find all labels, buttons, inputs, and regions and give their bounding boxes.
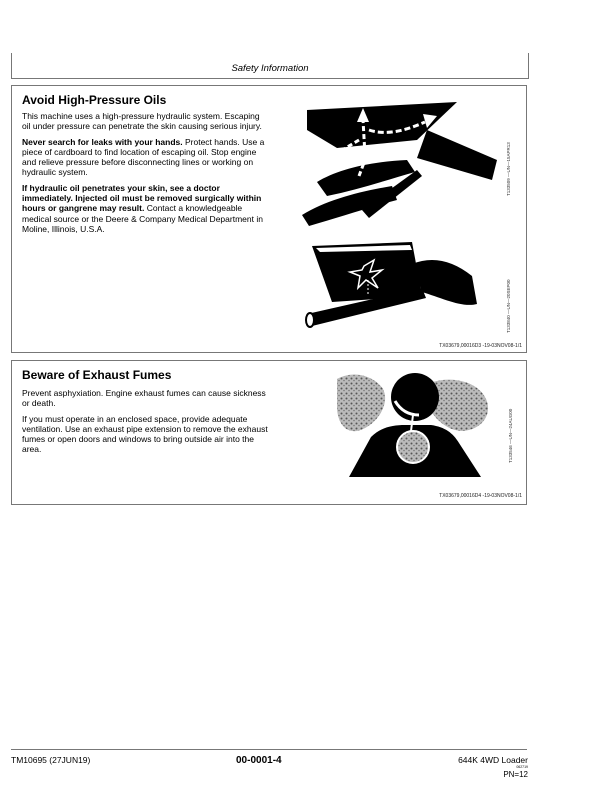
paragraph: If you must operate in an enclosed space, provide adequate ventilation. Use an exhaust pipe extension to remove the exhaust fumes or open doors and windows to bring outside air into the area. [22, 413, 268, 455]
paragraph: Prevent asphyxiation. Engine exhaust fumes can cause sickness or death. [22, 388, 266, 409]
manual-number: TM10695 (27JUN19) [11, 755, 91, 765]
pn-number: PN=12 [503, 770, 528, 779]
revision-code: 062719 [516, 765, 528, 769]
paragraph: This machine uses a high-pressure hydraulic system. Escaping oil under pressure can penetrate the skin causing serious injury. [22, 111, 262, 132]
header-frame [11, 53, 529, 79]
figure-code: T133840 —UN—20SEP00 [506, 279, 511, 333]
section-body [22, 111, 270, 239]
section-reference-code: TX03679,00016D3 -19-03NOV08-1/1 [439, 343, 522, 349]
section-title: Beware of Exhaust Fumes [22, 368, 172, 382]
cardboard-leak-test-illustration [302, 236, 502, 331]
bold-text: Never search for leaks with your hands. [22, 136, 183, 147]
section-high-pressure-oils [11, 85, 527, 353]
section-title: Avoid High-Pressure Oils [22, 93, 167, 107]
figure-code: T133546 —UN—24AUG00 [508, 408, 513, 463]
hydraulic-leak-hand-illustration [297, 100, 507, 230]
paragraph [22, 137, 270, 178]
section-exhaust-fumes [11, 360, 527, 505]
footer-divider [11, 749, 527, 750]
text: Contact a knowledgeable medical source or the Deere & Company Medical Department in Moline, Illinois, U.S.A. [22, 203, 263, 234]
figure-code: T133509 —UN—15APR13 [506, 142, 511, 196]
page-number: 00-0001-4 [236, 755, 282, 766]
machine-model: 644K 4WD Loader [458, 755, 528, 765]
section-reference-code: TX03679,00016D4 -19-03NOV08-1/1 [439, 493, 522, 499]
section-body [22, 388, 270, 460]
bold-text: If hydraulic oil penetrates your skin, see a doctor immediately. Injected oil must be removed surgically within hours or gangrene may result. [22, 182, 262, 214]
paragraph [22, 183, 270, 234]
page-header-title: Safety Information [231, 63, 309, 74]
text: Protect hands. Use a piece of cardboard to find location of escaping oil. Stop engine and relieve pressure before disconnecting lines or working on hydraulic system. [22, 136, 265, 178]
exhaust-fumes-illustration [335, 367, 500, 477]
